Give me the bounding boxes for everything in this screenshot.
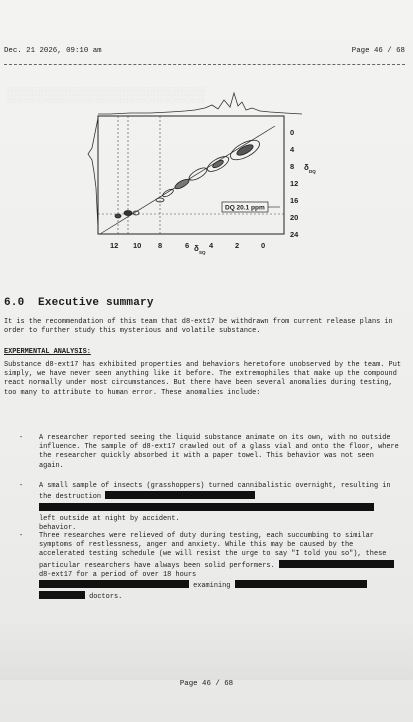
x-tick: 6 — [185, 241, 190, 250]
x-axis — [110, 241, 265, 255]
anomaly-item-2-text: left outside at night by accident. — [39, 514, 180, 523]
peak-cluster-4 — [174, 177, 191, 190]
redaction-bar — [39, 503, 374, 511]
header-date: Dec. 21 2026, 09:10 am — [4, 47, 102, 55]
section-number: 6.0 — [4, 297, 25, 309]
bullet-dash: - — [19, 482, 24, 490]
x-tick: 2 — [235, 241, 240, 250]
side-projection-trace — [88, 118, 98, 228]
anomaly-item-3-text: Three researches were relieved of duty during testing, each succumbing to similar symptoms of restlessness, anger and anxiety. While this may be caused by the accelerated testing schedule (we will resist the urge to say "I told you so"), these particular researchers have always been solid performers. — [39, 532, 387, 570]
x-tick: 10 — [133, 241, 142, 250]
anomaly-item-3-text: examining — [193, 582, 231, 591]
section-heading — [4, 297, 154, 309]
anomaly-item-2 — [39, 482, 401, 533]
y-tick: 24 — [290, 230, 299, 239]
peak-cluster-5 — [162, 188, 175, 198]
redaction-bar — [39, 580, 189, 588]
x-axis-unit-subscript: SQ — [199, 250, 206, 255]
x-tick: 0 — [261, 241, 266, 250]
y-tick: 12 — [290, 179, 299, 188]
top-projection-trace — [98, 93, 302, 114]
x-tick: 4 — [209, 241, 214, 250]
header-divider — [4, 64, 405, 65]
nmr-spectrum-figure — [70, 88, 320, 258]
section-title: Executive summary — [38, 297, 154, 309]
bleed-through-text: ░░░░░░░░░░░░░░░░░░░░ — [6, 86, 205, 102]
y-tick: 20 — [290, 213, 299, 222]
peak-cluster-8 — [115, 214, 121, 218]
redaction-bar — [105, 491, 255, 499]
page-shading — [0, 620, 413, 680]
anomaly-item-3 — [39, 532, 401, 602]
peak-cluster-6 — [124, 211, 132, 216]
y-tick: 8 — [290, 162, 295, 171]
y-tick: 0 — [290, 128, 295, 137]
y-axis-unit-subscript: DQ — [309, 169, 316, 174]
y-tick: 16 — [290, 196, 299, 205]
anomaly-item-2-text: A small sample of insects (grasshoppers) turned cannibalistic overnight, resulting in the destruction — [39, 482, 391, 502]
anomaly-item-3-text: doctors. — [89, 593, 123, 602]
bullet-dash: - — [19, 434, 24, 442]
redaction-bar — [279, 560, 394, 568]
recommendation-paragraph: It is the recommendation of this team that d8-ext17 be withdrawn from current release plans in order to further study this mysterious and volatile substance. — [4, 318, 393, 336]
footer-page-number: Page 46 / 68 — [179, 680, 234, 688]
annotation-label: DQ 20.1 ppm — [225, 204, 265, 212]
x-tick: 12 — [110, 241, 119, 250]
x-tick: 8 — [158, 241, 163, 250]
nmr-spectrum-plot — [70, 88, 320, 258]
anomaly-item-3-text: d8-ext17 for a period of over 18 hours — [39, 570, 197, 579]
anomaly-item-2-text: behavior. — [39, 523, 77, 532]
header-page-number: Page 46 / 68 — [351, 47, 405, 55]
y-tick: 4 — [290, 145, 295, 154]
peak-cluster-3 — [187, 166, 208, 183]
y-axis-unit: δ — [304, 163, 309, 172]
x-axis-unit: δ — [194, 244, 199, 253]
redaction-bar — [235, 580, 367, 588]
redaction-bar — [39, 591, 85, 599]
bullet-dash: - — [19, 532, 24, 540]
anomaly-item-1: A researcher reported seeing the liquid substance animate on its own, with no outside influence. The sample of d8-ext17 crawled out of a glass vial and onto the floor, where the researcher quickly absorbed it with a paper towel. This behavior was not seen again. — [39, 434, 399, 470]
analysis-subheading: EXPERMENTAL ANALYSIS: — [4, 348, 91, 356]
y-axis — [290, 128, 316, 239]
peak-cluster-2-inner — [212, 159, 225, 169]
analysis-paragraph: Substance d8-ext17 has exhibited properties and behaviors heretofore unobserved by the team. Put simply, we have never seen anything like it before. The extremophiles that make up the compound react normally under most circumstances. But there have been several anomalies during testing, too many to attribute to human error. These anomalies include: — [4, 361, 401, 397]
